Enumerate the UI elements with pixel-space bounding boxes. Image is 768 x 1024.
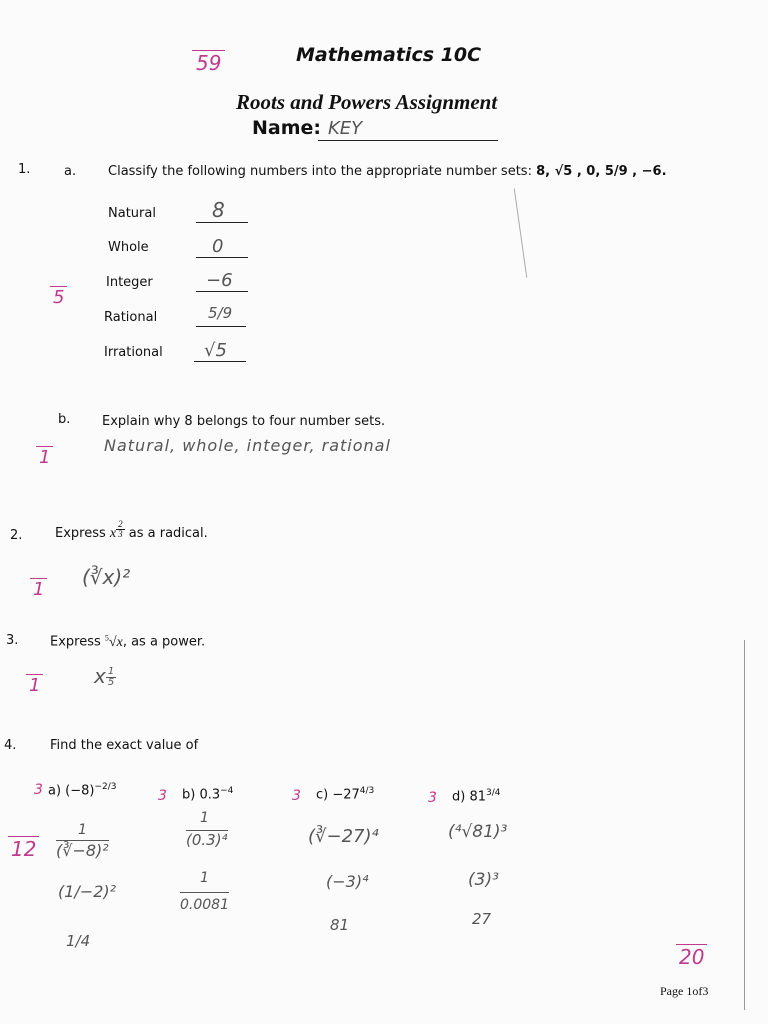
part-expression: a) $(-8)^{-2/3}$: [48, 782, 117, 799]
part-mark: 3: [34, 782, 43, 798]
part-step2: (−3)⁴: [326, 872, 369, 891]
part-expression: d) $81^{3/4}$: [452, 788, 501, 805]
set-answer-line: [196, 222, 248, 223]
set-answer-line: [196, 326, 246, 327]
part-step1: (∛−27)⁴: [308, 826, 379, 847]
set-answer-line: [196, 257, 248, 258]
set-answer: 5/9: [208, 304, 233, 322]
q3-answer: x $\frac{1}{5}$: [94, 664, 115, 688]
part-step1: 1: [78, 822, 87, 838]
q2-prompt: Express x $^{\frac{2}{3}}$ as a radical.: [55, 519, 208, 542]
part-step1b: (0.3)⁴: [186, 831, 228, 849]
set-answer: −6: [206, 270, 233, 291]
part-mark: 3: [158, 788, 167, 804]
assignment-title: Roots and Powers Assignment: [236, 90, 498, 114]
name-line: [318, 140, 498, 141]
q4-score: 12: [8, 836, 39, 861]
scan-edge-line: [514, 188, 528, 277]
set-answer-line: [196, 291, 248, 292]
name-value: KEY: [328, 118, 363, 139]
name-label: Name:: [252, 117, 322, 139]
part-step3: 81: [330, 916, 350, 934]
part-mark: 3: [292, 788, 301, 804]
total-score: 59: [192, 50, 225, 75]
q3-score: 1: [26, 674, 43, 696]
scan-edge-line: [744, 640, 745, 1010]
set-label: Rational: [104, 310, 158, 325]
part-step3: 1/4: [66, 932, 91, 950]
part-step1b: (∛−8)²: [56, 841, 109, 860]
part-expression: $c) -27^{4/3}$: [316, 786, 375, 803]
part-step2: (3)³: [468, 870, 499, 890]
part-step1: 1: [200, 810, 209, 826]
q3-prompt: Express $^5$√x, as a power.: [50, 633, 206, 650]
set-answer-line: [194, 361, 246, 362]
q1b-score: 1: [36, 446, 53, 468]
part-step3: 0.0081: [180, 892, 229, 913]
page-score: 20: [676, 944, 707, 969]
part-mark: 3: [428, 790, 437, 806]
set-label: Natural: [108, 206, 156, 221]
part-step2: (1/−2)²: [58, 882, 117, 901]
course-title: Mathematics 10C: [296, 44, 482, 66]
q2-number: 2.: [10, 528, 23, 543]
q1b-answer: Natural, whole, integer, rational: [104, 436, 391, 455]
q1a-score: 5: [50, 286, 67, 308]
q1a-prompt: Classify the following numbers into the appropriate number sets: 8, √5 , 0, 5/9 , −6.: [108, 164, 667, 179]
set-label: Whole: [108, 240, 149, 255]
q1-number: 1.: [18, 162, 31, 177]
q2-score: 1: [30, 578, 47, 600]
q3-number: 3.: [6, 633, 19, 648]
part-expression: b) $0.3^{-4}$: [182, 786, 234, 803]
q4-number: 4.: [4, 738, 17, 753]
set-answer: 0: [212, 236, 224, 257]
q1b-label: b.: [58, 412, 71, 427]
set-label: Irrational: [104, 345, 163, 360]
part-step1: (⁴√81)³: [448, 822, 508, 842]
q1a-numbers: 8, √5 , 0, 5/9 , −6.: [536, 164, 667, 179]
q2-answer: (∛x)²: [82, 565, 131, 589]
set-answer: √5: [204, 340, 227, 361]
set-label: Integer: [106, 275, 153, 290]
set-answer: 8: [212, 198, 225, 222]
q4-prompt: Find the exact value of: [50, 738, 199, 753]
page-number: Page 1of3: [660, 984, 709, 998]
q1b-prompt: Explain why 8 belongs to four number sets.: [102, 414, 386, 429]
q1a-label: a.: [64, 164, 77, 179]
part-step3: 27: [472, 910, 492, 928]
part-step2: 1: [200, 870, 209, 886]
